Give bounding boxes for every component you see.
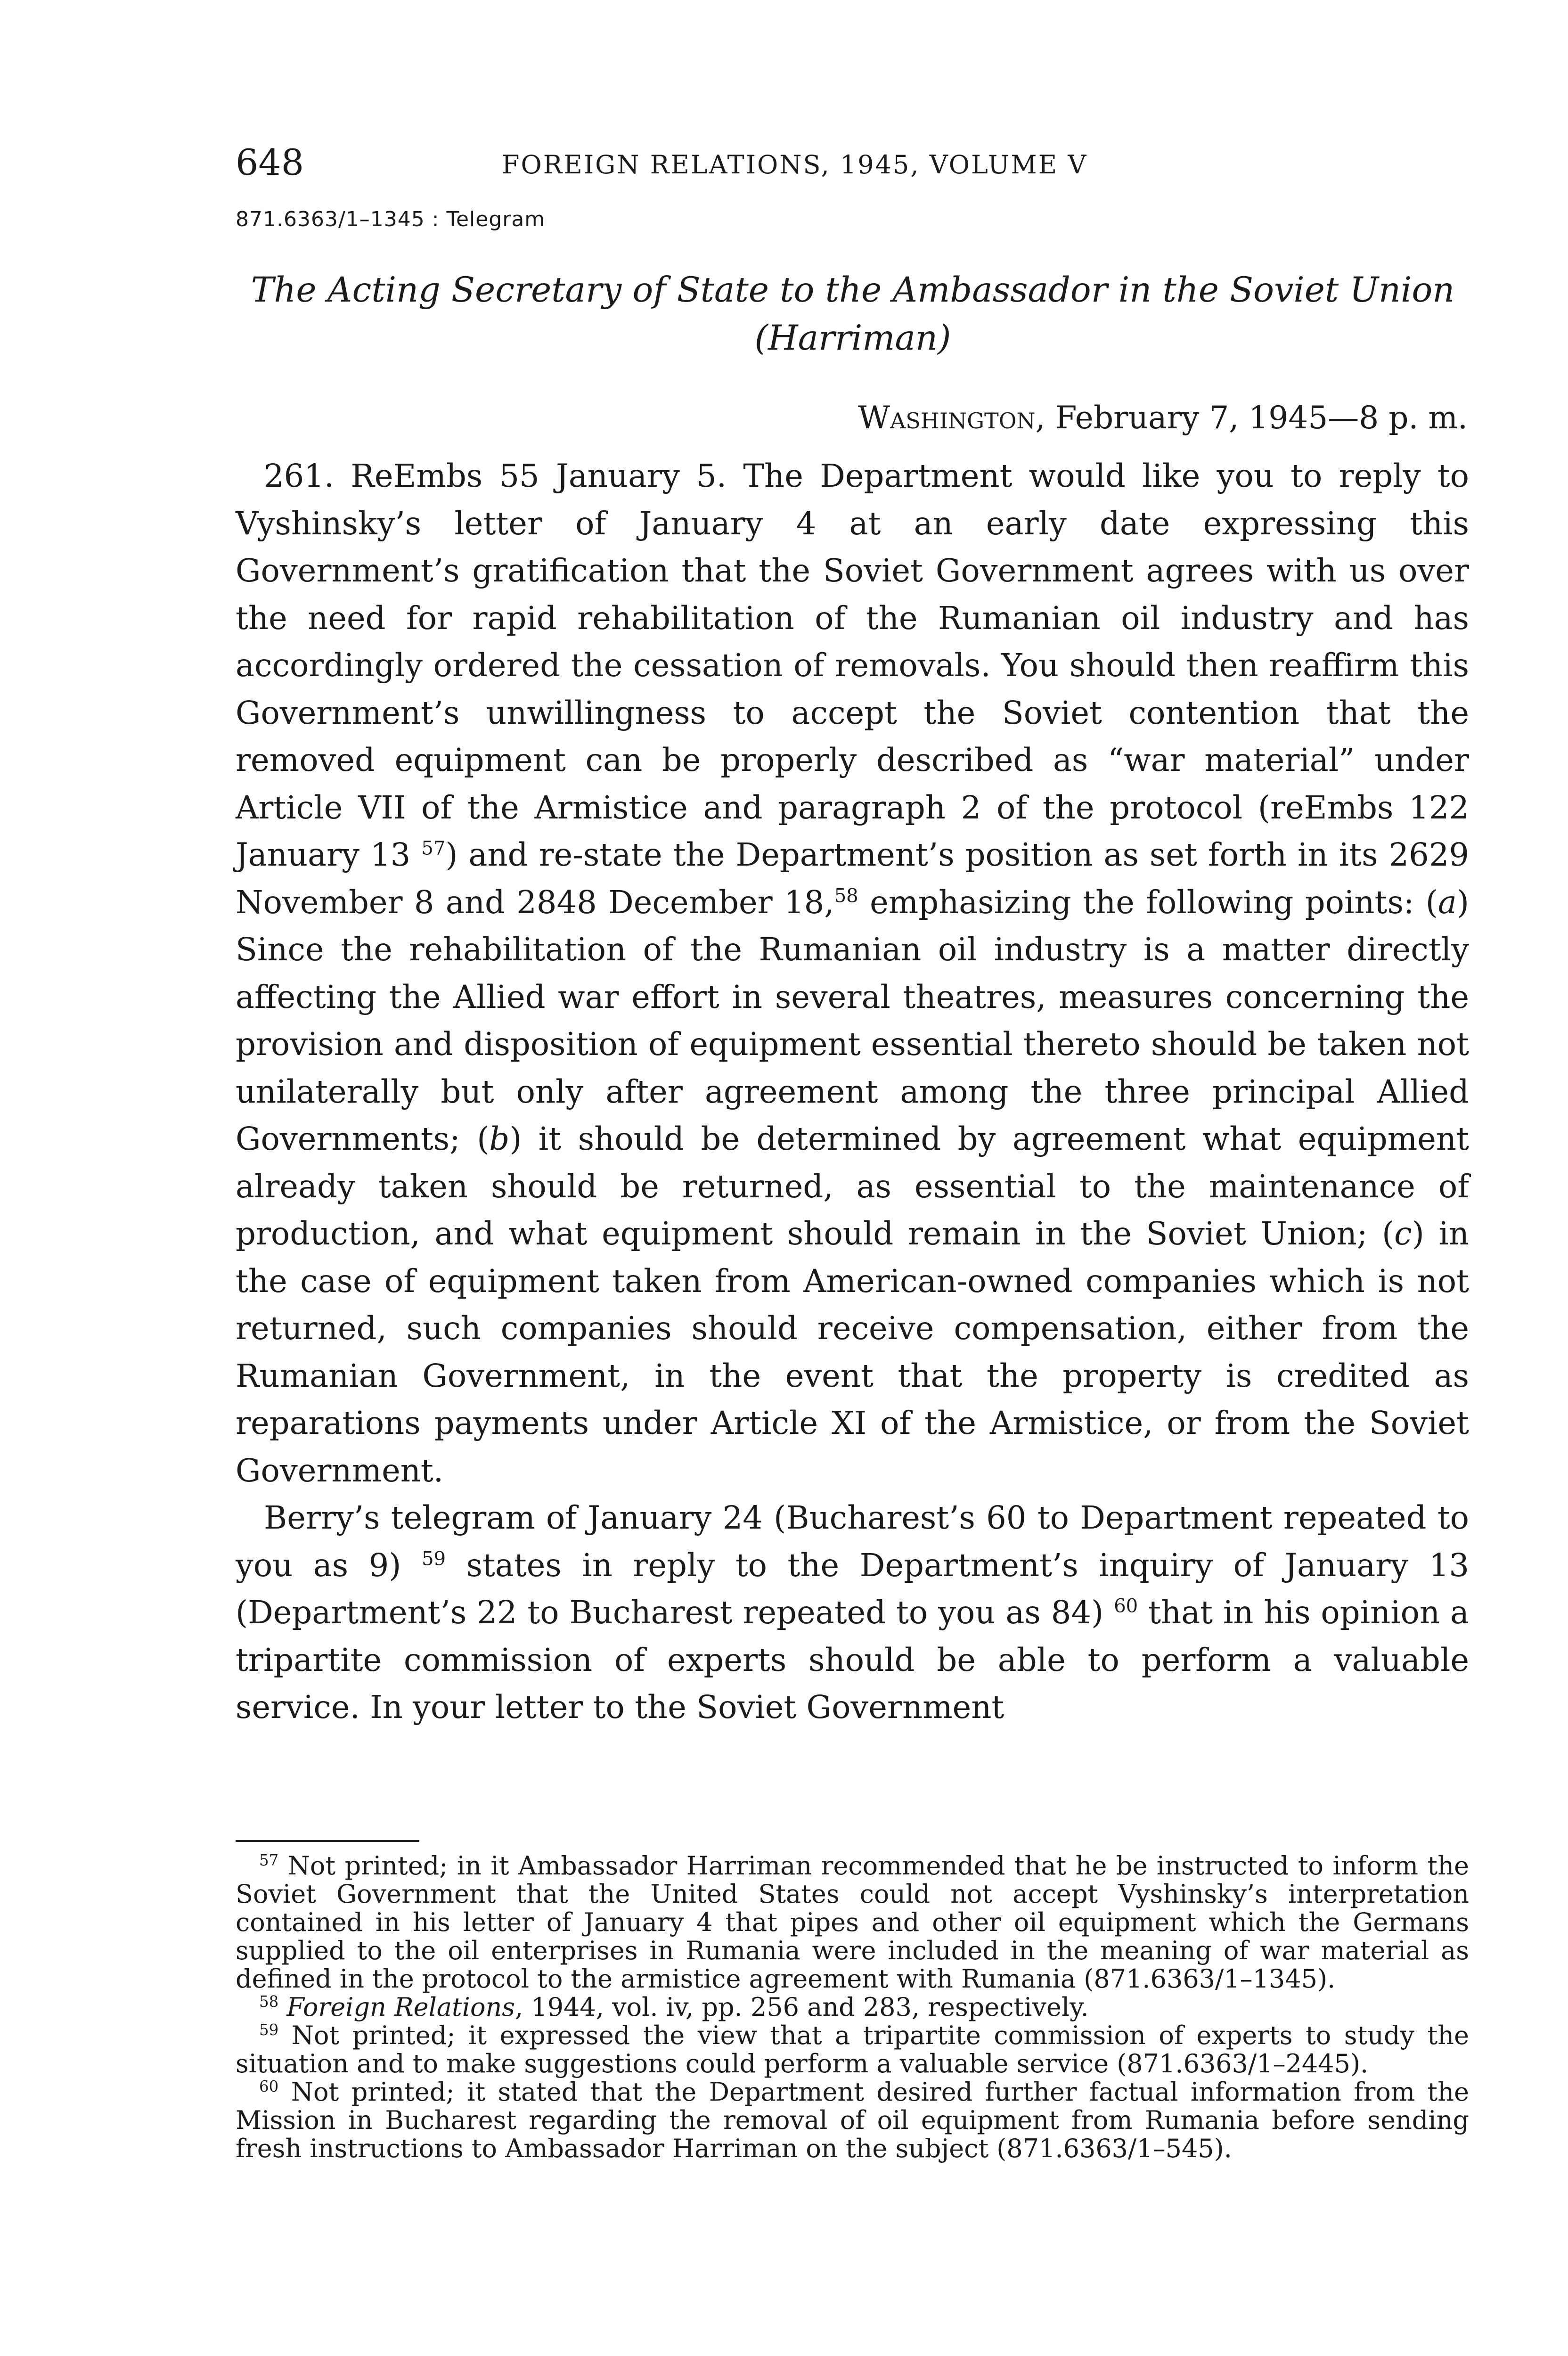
document-title-line-1: The Acting Secretary of State to the Ambassador in the Soviet Union xyxy=(251,270,1455,310)
footnotes xyxy=(236,1852,1469,2163)
telegram-body xyxy=(236,452,1469,1731)
dateline-date: , February 7, 1945—8 p. m. xyxy=(1035,400,1468,436)
point-a-letter: a xyxy=(1437,884,1457,921)
point-b-letter: b xyxy=(489,1121,510,1157)
footnote-ref-59: 59 xyxy=(421,1548,446,1570)
footnote-ref-58: 58 xyxy=(834,885,858,907)
page-header xyxy=(236,141,1234,184)
dateline xyxy=(236,400,1468,436)
dateline-place: Washington xyxy=(858,400,1036,436)
footnote-mark: 57 xyxy=(259,1851,279,1869)
footnote-57: $^{57}$ Not printed; in it Ambassador Harriman recommended that he be instructed to inform the Soviet Government that the United States could not accept Vyshinsky’s interpretation contained in his letter of January 4 that pipes and other oil equipment which the Germans supplied to the oil enterprises in Rumania were included in the meaning of war material as defined in the protocol to the armistice agreement with Rumania (871.6363/1–1345). xyxy=(236,1851,1469,1994)
point-c-letter: c xyxy=(1394,1215,1412,1252)
document-title-line-2: (Harriman) xyxy=(754,318,951,358)
body-paragraph-1: 261. ReEmbs 55 January 5. The Department would like you to reply to Vyshinsky’s letter of January 4 at an early date expressing this Government’s gratification that the Soviet Government agrees with us over the need for rapid rehabilitation of the Rumanian oil industry and has accordingly ordered the cessation of removals. You should then reaffirm this Government’s unwillingness to accept the Soviet contention that the removed equipment can be properly described as “war material” under Article VII of the Armistice and paragraph 2 of the protocol (reEmbs 122 January 13 $^{57}$) and re-state the Department’s position as set forth in its 2629 November 8 and 2848 December 18,58 emphasizing the following points: (a) Since the rehabilitation of the Rumanian oil industry is a matter directly affecting the Allied war effort in several theatres, measures concerning the provision and disposition of equipment essential thereto should be taken not unilaterally but only after agreement among the three principal Allied Governments; (b) it should be determined by agreement what equipment already taken should be returned, as essential to the maintenance of production, and what equipment should remain in the Soviet Union; (c) in the case of equipment taken from American-owned companies which is not returned, such companies should receive compensation, either from the Rumanian Government, in the event that the property is credited as reparations payments under Article XI of the Armistice, or from the Soviet Government. xyxy=(236,458,1470,1489)
footnote-ref-57: 57 xyxy=(421,837,446,859)
page-number: 648 xyxy=(236,141,304,183)
footnote-mark: 60 xyxy=(259,2078,279,2095)
footnote-mark: 58 xyxy=(259,1993,279,2011)
footnote-ref-60: 60 xyxy=(1114,1595,1138,1617)
footnote-mark: 59 xyxy=(259,2021,279,2039)
body-paragraph-2: Berry’s telegram of January 24 (Bucharest’s 60 to Department repeated to you as 9) $^{59}$ states in reply to the Department’s inquiry of January 13 (Department’s 22 to Bucharest repeated to you as 84) $^{60}$ that in his opinion a tripartite commission of experts should be able to perform a valuable service. In your letter to the Soviet Government xyxy=(236,1499,1470,1726)
running-title: FOREIGN RELATIONS, 1945, VOLUME V xyxy=(502,150,1088,180)
footnote-59: $^{59}$ Not printed; it expressed the view that a tripartite commission of experts to study the situation and to make suggestions could perform a valuable service (871.6363/1–2445). xyxy=(236,2021,1469,2078)
footnote-divider xyxy=(236,1840,419,1842)
footnote-58: $^{58}$ Foreign Relations, 1944, vol. iv, pp. 256 and 283, respectively. xyxy=(259,1992,1089,2022)
footnote-60: $^{60}$ Not printed; it stated that the Department desired further factual information from the Mission in Bucharest regarding the removal of oil equipment from Rumania before sending fresh instructions to Ambassador Harriman on the subject (871.6363/1–545). xyxy=(236,2077,1469,2163)
document-title xyxy=(236,266,1470,362)
file-reference: 871.6363/1–1345 : Telegram xyxy=(236,207,546,231)
